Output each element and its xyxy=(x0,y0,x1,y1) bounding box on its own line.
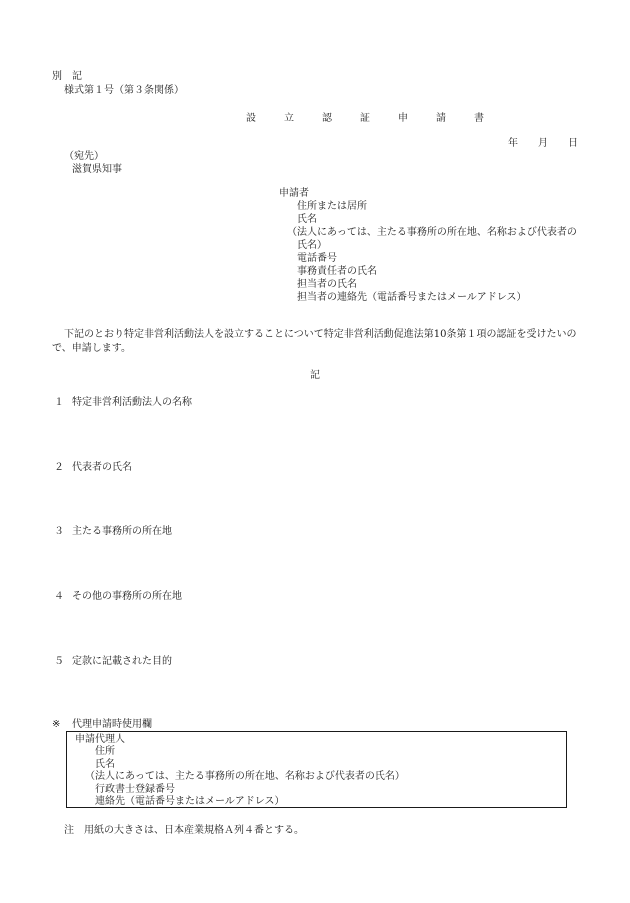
form-number: 様式第１号（第３条関係） xyxy=(64,85,184,96)
proxy-line: 住所 xyxy=(95,746,115,757)
applicant-line: 担当者の連絡先（電話番号またはメールアドレス） xyxy=(297,292,527,303)
date-day: 日 xyxy=(568,138,578,149)
applicant-line: 事務責任者の氏名 xyxy=(297,266,377,277)
proxy-box xyxy=(66,731,567,808)
proxy-heading: 代理申請時使用欄 xyxy=(72,719,152,730)
addressee: 滋賀県知事 xyxy=(72,164,122,175)
proxy-line: 行政書士登録番号 xyxy=(95,784,175,795)
item-number: ３ xyxy=(54,526,64,537)
addressee-label: （宛先） xyxy=(64,151,104,162)
item-label: 主たる事務所の所在地 xyxy=(72,526,172,537)
applicant-line: 担当者の氏名 xyxy=(297,279,357,290)
applicant-line: 氏名） xyxy=(297,240,327,251)
item-number: ５ xyxy=(54,656,64,667)
date-month: 月 xyxy=(538,138,548,149)
item-number: １ xyxy=(54,397,64,408)
ki-label: 記 xyxy=(310,370,320,381)
applicant-label: 申請者 xyxy=(279,188,309,199)
date-year: 年 xyxy=(508,138,518,149)
item-number: ４ xyxy=(54,591,64,602)
proxy-line: 連絡先（電話番号またはメールアドレス） xyxy=(95,796,285,807)
applicant-line: 住所または居所 xyxy=(297,201,367,212)
footnote: 注 用紙の大きさは、日本産業規格Ａ列４番とする。 xyxy=(64,825,304,836)
item-number: ２ xyxy=(54,462,64,473)
applicant-line: 氏名 xyxy=(297,214,317,225)
proxy-line: 氏名 xyxy=(95,759,115,770)
item-label: 特定非営利活動法人の名称 xyxy=(72,397,192,408)
body-paragraph-cont: で、申請します。 xyxy=(52,343,131,354)
item-label: その他の事務所の所在地 xyxy=(72,591,182,602)
proxy-line: （法人にあっては、主たる事務所の所在地、名称および代表者の氏名） xyxy=(85,771,405,782)
applicant-line: （法人にあっては、主たる事務所の所在地、名称および代表者の xyxy=(287,227,577,238)
body-paragraph: 下記のとおり特定非営利活動法人を設立することについて特定非営利活動促進法第10条第１項の認証を受けたいの xyxy=(64,329,577,340)
item-label: 定款に記載された目的 xyxy=(72,656,172,667)
item-label: 代表者の氏名 xyxy=(72,462,132,473)
proxy-box-title: 申請代理人 xyxy=(75,734,125,745)
bekki-label: 別 記 xyxy=(52,71,82,82)
reference-mark: ※ xyxy=(52,719,61,730)
page-title: 設 立 認 証 申 請 書 xyxy=(246,113,493,124)
applicant-line: 電話番号 xyxy=(297,253,337,264)
